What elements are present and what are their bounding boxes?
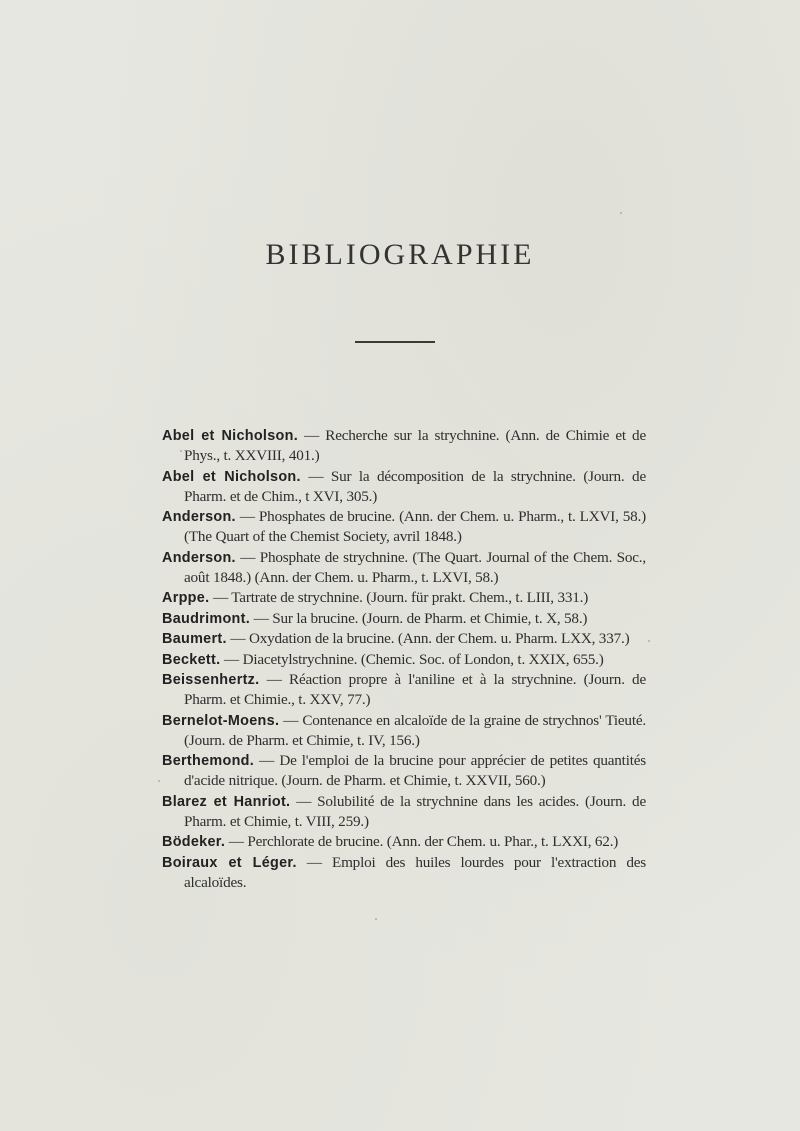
paper-speck xyxy=(158,780,160,782)
entry-author: Beckett. xyxy=(162,651,221,668)
entry-author: Berthemond. xyxy=(162,753,255,769)
paper-speck xyxy=(648,640,650,642)
entry-text: — De l'emploi de la brucine pour apprécier de petites quantités d'acide nitrique. (Journ. de Pharm. et Chimie, t. XXVII, 560.) xyxy=(184,752,646,789)
title-divider xyxy=(355,341,435,343)
bibliography-entry xyxy=(162,507,646,547)
entry-author: Bernelot-Moens. xyxy=(162,712,280,729)
entry-author: Beissenhertz. xyxy=(162,672,260,688)
entry-text: — Réaction propre à l'aniline et à la strychnine. (Journ. de Pharm. et Chimie., t. XXV, 77.) xyxy=(184,671,646,708)
entry-text: — Phosphates de brucine. (Ann. der Chem. u. Pharm., t. LXVI, 58.) (The Quart of the Chemist Society, avril 1848.) xyxy=(184,508,646,545)
entry-author: Blarez et Hanriot. xyxy=(162,793,291,810)
bibliography-entry xyxy=(162,792,646,832)
paper-speck xyxy=(620,212,622,214)
entry-author: Abel et Nicholson. xyxy=(162,428,299,444)
bibliography-entry xyxy=(162,650,646,670)
bibliography-entry xyxy=(162,832,646,852)
entry-author: Baudrimont. xyxy=(162,610,251,627)
entry-text: — Contenance en alcaloïde de la graine de strychnos' Tieuté. (Journ. de Pharm. et Chimie, t. IV, 156.) xyxy=(184,711,646,749)
entry-author: Bödeker. xyxy=(162,834,226,850)
bibliography-entry xyxy=(162,467,646,507)
bibliography-entry xyxy=(162,548,646,588)
entry-author: Boiraux et Léger. xyxy=(162,854,297,871)
bibliography-entry xyxy=(162,853,646,893)
entry-text: — Recherche sur la strychnine. (Ann. de Chimie et de Phys., t. XXVIII, 401.) xyxy=(184,427,646,464)
paper-speck xyxy=(375,918,377,920)
entry-author: Abel et Nicholson. xyxy=(162,468,301,485)
page-title: BIBLIOGRAPHIE xyxy=(265,238,535,271)
entry-text: — Solubilité de la strychnine dans les acides. (Journ. de Pharm. et Chimie, t. VIII, 259.) xyxy=(184,792,646,830)
bibliography-list xyxy=(162,426,646,893)
entry-author: Baumert. xyxy=(162,631,227,647)
entry-text: — Oxydation de la brucine. (Ann. der Chem. u. Pharm. LXX, 337.) xyxy=(226,630,630,647)
entry-author: Anderson. xyxy=(162,509,236,525)
bibliography-entry xyxy=(162,629,646,649)
bibliography-entry xyxy=(162,711,646,751)
entry-text: — Tartrate de strychnine. (Journ. für prakt. Chem., t. LIII, 331.) xyxy=(209,589,589,606)
entry-text: — Diacetylstrychnine. (Chemic. Soc. of London, t. XXIX, 655.) xyxy=(220,650,604,668)
entry-author: Arppe. xyxy=(162,590,210,606)
entry-author: Anderson. xyxy=(162,549,236,566)
entry-text: — Emploi des huiles lourdes pour l'extraction des alcaloïdes. xyxy=(184,853,646,891)
bibliography-entry xyxy=(162,588,646,608)
entry-text: — Perchlorate de brucine. (Ann. der Chem. u. Phar., t. LXXI, 62.) xyxy=(225,833,619,850)
paper-speck xyxy=(180,450,182,452)
bibliography-entry xyxy=(162,426,646,466)
bibliography-entry xyxy=(162,670,646,710)
bibliography-entry xyxy=(162,751,646,791)
entry-text: — Sur la décomposition de la strychnine. (Journ. de Pharm. et de Chim., t XVI, 305.) xyxy=(184,467,646,505)
bibliography-entry xyxy=(162,609,646,629)
entry-text: — Sur la brucine. (Journ. de Pharm. et Chimie, t. X, 58.) xyxy=(250,609,588,627)
entry-text: — Phosphate de strychnine. (The Quart. Journal of the Chem. Soc., août 1848.) (Ann. der Chem. u. Pharm., t. LXVI, 58.) xyxy=(184,548,646,586)
